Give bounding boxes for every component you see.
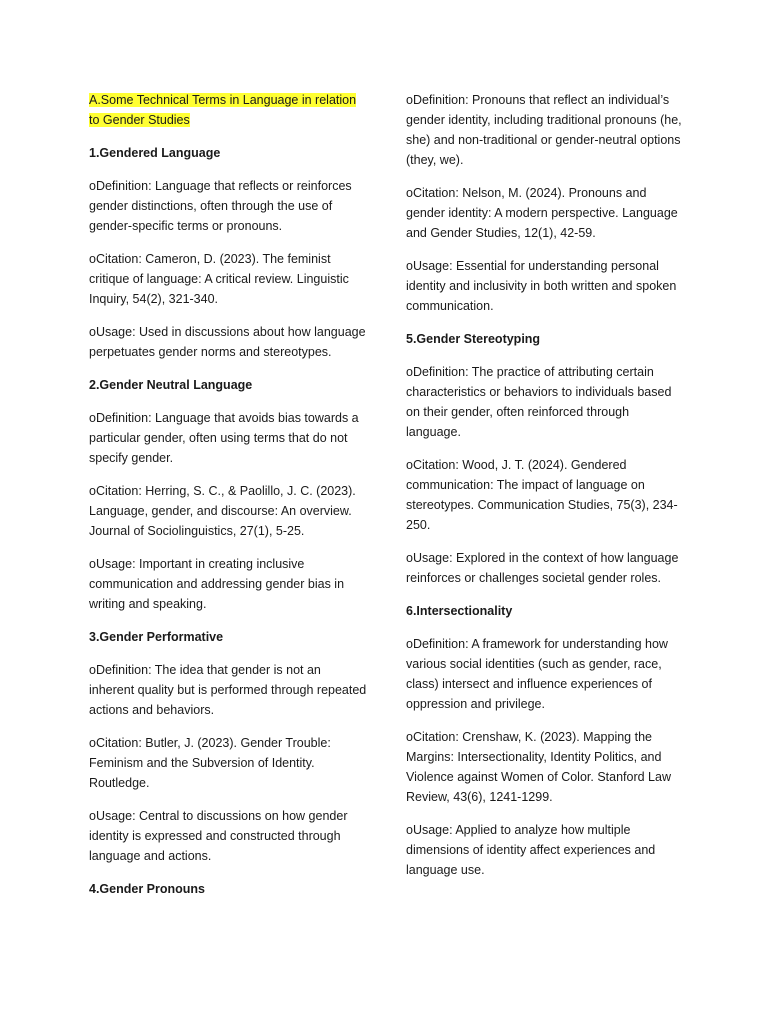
citation-gender-stereotyping: oCitation: Wood, J. T. (2024). Gendered communication: The impact of language on stereotypes. Communication Studies, 75(3), 234-250. bbox=[406, 458, 678, 532]
definition-gendered-language: oDefinition: Language that reflects or reinforces gender distinctions, often through the use of gender-specific terms or pronouns. bbox=[89, 179, 352, 233]
section-heading-gender-neutral-language: 2.Gender Neutral Language bbox=[89, 378, 253, 392]
section-heading-gender-pronouns: 4.Gender Pronouns bbox=[89, 882, 205, 896]
definition-gender-performative: oDefinition: The idea that gender is not an inherent quality but is performed through repeated actions and behaviors. bbox=[89, 663, 367, 717]
usage-gender-neutral-language: oUsage: Important in creating inclusive communication and addressing gender bias in writing and speaking. bbox=[89, 557, 345, 611]
definition-gender-stereotyping: oDefinition: The practice of attributing certain characteristics or behaviors to individuals based on their gender, often reinforced through language. bbox=[406, 365, 672, 439]
section-heading-gender-performative: 3.Gender Performative bbox=[89, 630, 224, 644]
citation-gendered-language: oCitation: Cameron, D. (2023). The feminist critique of language: A critical review. Linguistic Inquiry, 54(2), 321-340. bbox=[89, 252, 349, 306]
citation-gender-performative: oCitation: Butler, J. (2023). Gender Trouble: Feminism and the Subversion of Identity. Routledge. bbox=[89, 736, 331, 790]
document-title bbox=[89, 90, 367, 130]
definition-gender-neutral-language: oDefinition: Language that avoids bias towards a particular gender, often using terms that do not specify gender. bbox=[89, 411, 359, 465]
citation-intersectionality: oCitation: Crenshaw, K. (2023). Mapping the Margins: Intersectionality, Identity Politics, and Violence against Women of Color. Stanford Law Review, 43(6), 1241-1299. bbox=[406, 730, 671, 804]
definition-gender-pronouns: oDefinition: Pronouns that reflect an individual’s gender identity, including traditional pronouns (he, she) and non-traditional or gender-neutral options (they, we). bbox=[406, 93, 682, 167]
left-column bbox=[89, 90, 367, 912]
highlighted-title-text: A.Some Technical Terms in Language in relation to Gender Studies bbox=[89, 93, 357, 127]
right-column bbox=[406, 90, 684, 893]
citation-gender-neutral-language: oCitation: Herring, S. C., & Paolillo, J. C. (2023). Language, gender, and discourse: An overview. Journal of Sociolinguistics, 27(1), 5-25. bbox=[89, 484, 356, 538]
section-heading-gender-stereotyping: 5.Gender Stereotyping bbox=[406, 332, 541, 346]
usage-gendered-language: oUsage: Used in discussions about how language perpetuates gender norms and stereotypes. bbox=[89, 325, 366, 359]
citation-gender-pronouns: oCitation: Nelson, M. (2024). Pronouns and gender identity: A modern perspective. Language and Gender Studies, 12(1), 42-59. bbox=[406, 186, 678, 240]
section-heading-gendered-language: 1.Gendered Language bbox=[89, 146, 221, 160]
usage-gender-stereotyping: oUsage: Explored in the context of how language reinforces or challenges societal gender roles. bbox=[406, 551, 679, 585]
definition-intersectionality: oDefinition: A framework for understanding how various social identities (such as gender, race, class) intersect and influence experiences of oppression and privilege. bbox=[406, 637, 668, 711]
usage-gender-performative: oUsage: Central to discussions on how gender identity is expressed and constructed through language and actions. bbox=[89, 809, 348, 863]
usage-intersectionality: oUsage: Applied to analyze how multiple dimensions of identity affect experiences and language use. bbox=[406, 823, 656, 877]
usage-gender-pronouns: oUsage: Essential for understanding personal identity and inclusivity in both written and spoken communication. bbox=[406, 259, 677, 313]
section-heading-intersectionality: 6.Intersectionality bbox=[406, 604, 513, 618]
